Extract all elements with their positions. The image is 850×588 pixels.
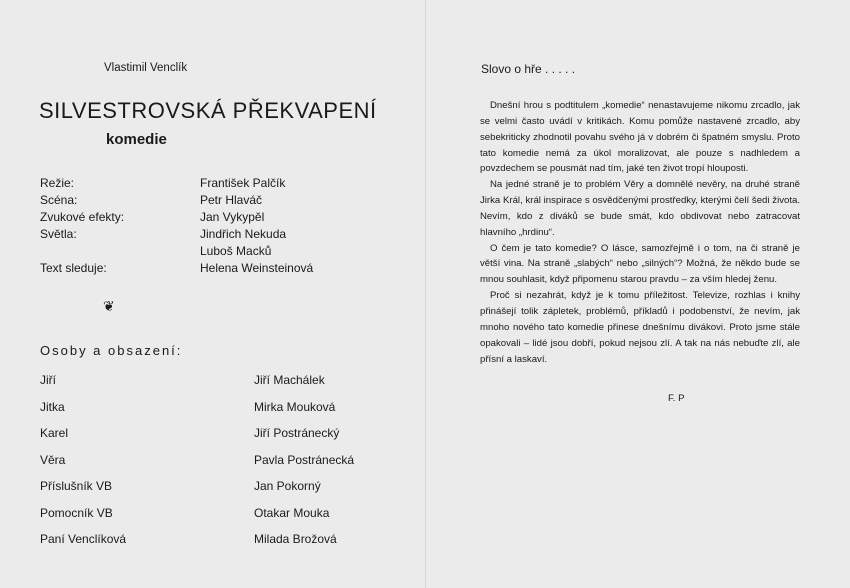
credit-name: Petr Hlaváč (200, 193, 263, 207)
cast-list (40, 373, 400, 559)
cast-character: Věra (40, 452, 66, 467)
author-signature: F. P (668, 393, 685, 404)
cast-actor: Jiří Postránecký (254, 426, 340, 440)
credit-role: Text sleduje: (40, 261, 107, 275)
cast-actor: Mirka Mouková (254, 399, 336, 414)
cast-row (40, 373, 400, 400)
credit-name: Helena Weinsteinová (200, 261, 314, 275)
cast-actor: Pavla Postránecká (254, 452, 355, 467)
floral-ornament-icon: ❦ (103, 298, 115, 314)
article-paragraph: Na jedné straně je to problém Věry a domnělé nevěry, na druhé straně Jirka Král, král inspirace s osvědčenými prostředky, kterými čelí šedi života. Nevím, kdo z diváků se bude smát, kdo obdivovat nebo zatracovat hlavního „hrdinu“. (480, 179, 800, 238)
credit-role: Scéna: (40, 193, 78, 207)
article-paragraph: Proč si nezahrát, když je k tomu příležitost. Televize, rozhlas i knihy přinášejí tolik zápletek, problémů, příkladů i podobenství, že nevím, jak mnoho nového tato komedie přinese dnešnímu divákovi. Proto jsme stále opakovali – lidé jsou dobří, pokud nejsou zlí. A tak na nás nebuďte zlí, ale přísní a laskaví. (480, 290, 800, 365)
cast-character: Paní Venclíková (40, 532, 127, 546)
credit-name: Luboš Macků (200, 244, 272, 258)
cast-character: Karel (40, 426, 69, 440)
author-name: Vlastimil Venclík (104, 62, 188, 74)
credits-list (40, 175, 400, 277)
credit-role: Zvukové efekty: (40, 210, 125, 224)
article-paragraph: O čem je tato komedie? O lásce, samozřejmě i o tom, na či straně je větší vina. Na straně „slabých“ nebo „silných“? Možná, že někdo bude se mnou souhlasit, když připomenu starou pravdu – za vším hledej ženu. (480, 242, 800, 286)
credit-row (40, 175, 400, 192)
play-title: SILVESTROVSKÁ PŘEKVAPENÍ (39, 98, 377, 123)
credit-name: Jindřich Nekuda (200, 227, 287, 241)
play-subtitle: komedie (106, 131, 167, 148)
credit-row (40, 260, 400, 277)
cast-row (40, 506, 400, 533)
cast-row (40, 453, 400, 480)
cast-character: Jitka (40, 399, 65, 414)
credit-row (40, 192, 400, 209)
credit-row (40, 226, 400, 260)
article-text (480, 98, 800, 367)
cast-heading: Osoby a obsazení: (40, 343, 183, 358)
right-page (425, 0, 850, 588)
credit-name: František Palčík (200, 176, 286, 190)
credit-name: Jan Vykypěl (200, 210, 265, 224)
credit-role: Světla: (40, 227, 77, 241)
cast-character: Pomocník VB (40, 505, 113, 520)
cast-row (40, 426, 400, 453)
cast-actor: Jiří Machálek (254, 373, 325, 387)
cast-actor: Jan Pokorný (254, 479, 321, 493)
cast-actor: Otakar Mouka (254, 505, 330, 520)
credit-row (40, 209, 400, 226)
cast-character: Jiří (40, 373, 56, 387)
cast-character: Příslušník VB (40, 479, 113, 493)
section-heading: Slovo o hře . . . . . (481, 62, 576, 76)
cast-row (40, 532, 400, 559)
cast-row (40, 400, 400, 427)
cast-actor: Milada Brožová (254, 532, 337, 546)
cast-row (40, 479, 400, 506)
credit-role: Režie: (40, 176, 75, 190)
article-paragraph: Dnešní hrou s podtitulem „komedie“ nenastavujeme nikomu zrcadlo, jak se velmi často uvádí v kritikách. Komu pomůže nastavené zrcadlo, aby sebekriticky zhodnotil povahu svého já v dobrém či špatném smyslu. Proto tato komedie nemá za úkol moralizovat, ale pouze s nadhledem a povzdechem se pousmát nad tím, jaké ten život tropí hlouposti. (480, 100, 800, 175)
